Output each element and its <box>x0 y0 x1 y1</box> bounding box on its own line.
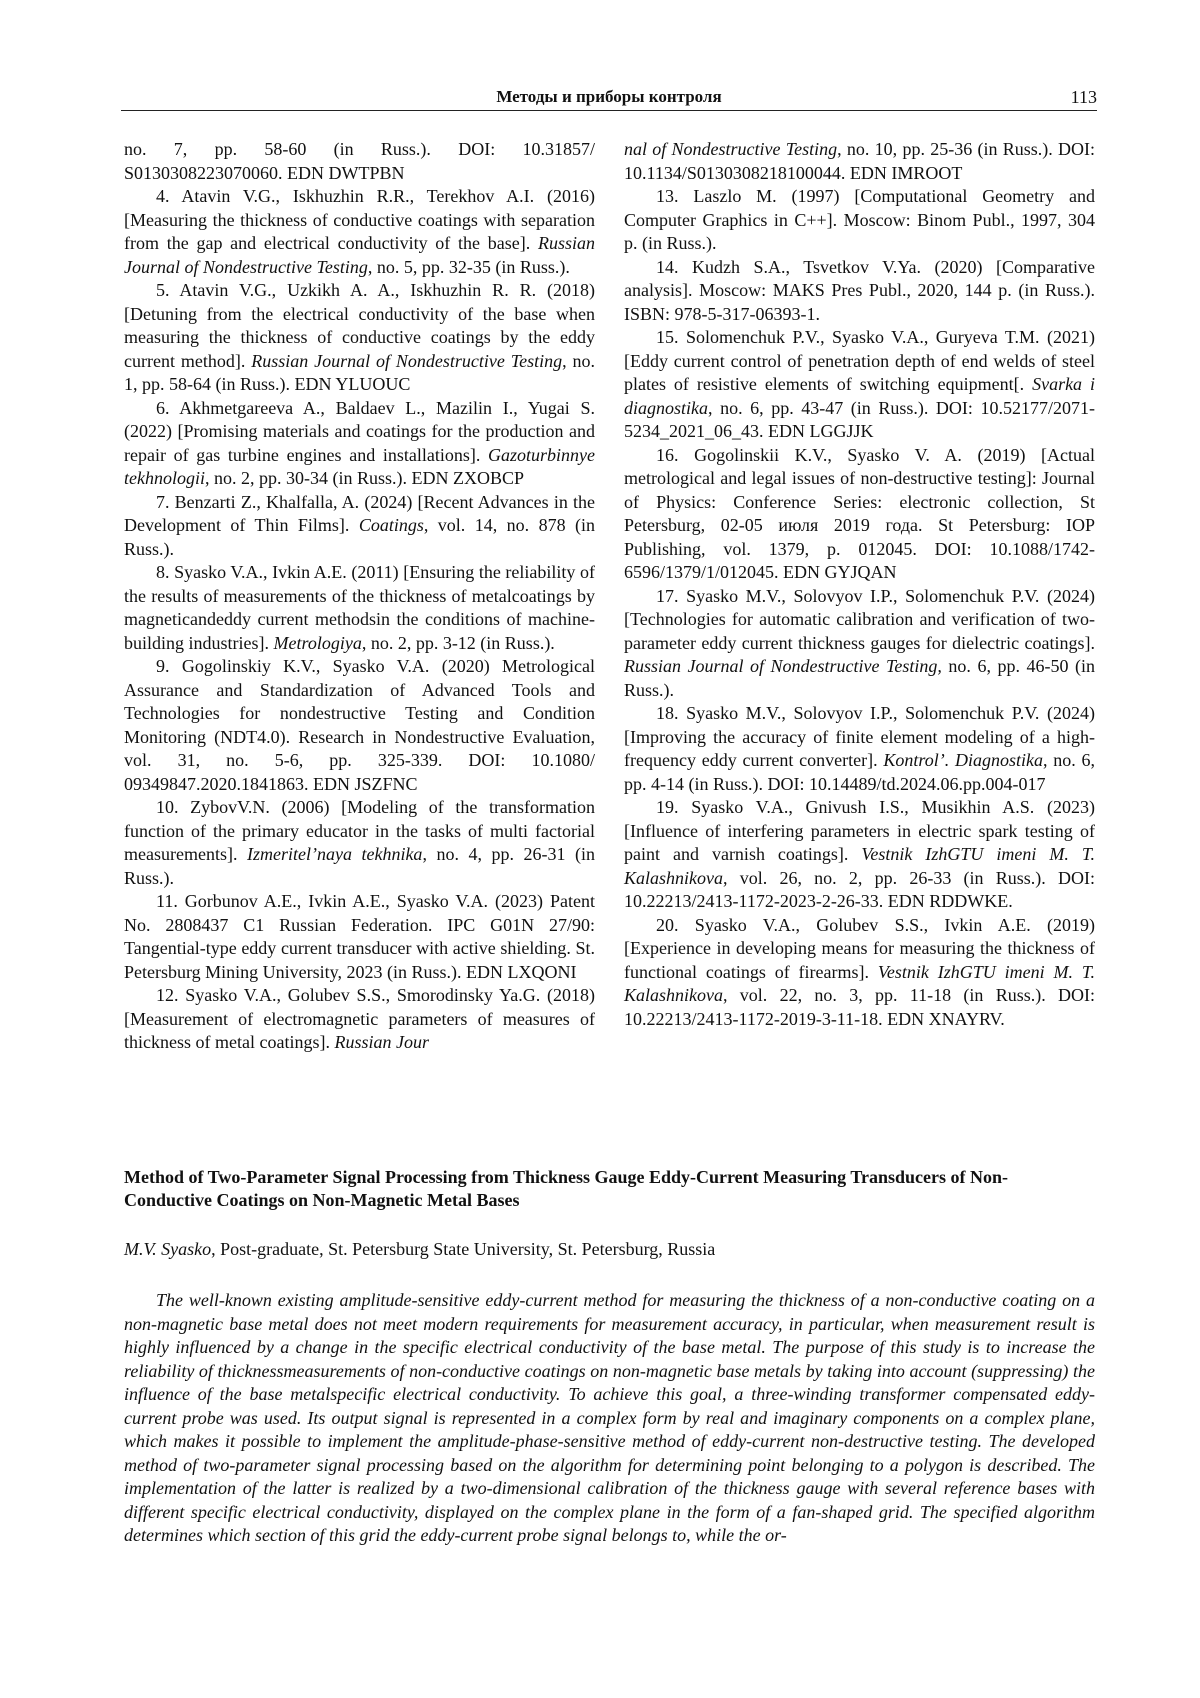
reference-text: 14. Kudzh S.A., Tsvetkov V.Ya. (2020) [Comparative analysis]. Moscow: MAKS Pres Publ., 2020, 144 p. (in Russ.). ISBN: 978-5-317-06393-1. <box>624 256 1095 324</box>
reference-source-title: Gazoturbinnye tekhnologii <box>124 444 595 488</box>
reference-source-title: Vestnik IzhGTU imeni M. T. Kalashnikova <box>624 961 1096 1005</box>
reference-text: 20. Syasko V.A., Golubev S.S., Ivkin A.E. (2019) [Experience in developing means for measuring the thickness of functional coatings of firearms]. <box>624 914 1095 982</box>
reference-text: 12. Syasko V.A., Golubev S.S., Smorodinsky Ya.G. (2018) [Measurement of electromagnetic parameters of measures of thickness of metal coatings]. <box>124 985 595 1052</box>
author-name: M.V. Syasko <box>124 1239 212 1259</box>
references-left-column <box>124 138 595 1055</box>
reference-text: no. 6, pp. 46-50 (in Russ.). <box>624 656 1095 700</box>
abstract-text: The well-known existing amplitude-sensitive eddy-current method for measuring the thickness of a non-conductive coating on a non-magnetic base metal does not meet modern requirements for measurement accuracy, in particular, when measurement result is highly influenced by a change in the specific electrical conductivity of the base metal. The purpose of this study is to increase the reliability of thicknessmeasurements of non-conductive coatings on non-magnetic base metals by taking into account (suppressing) the influence of the base metalspecific electrical conductivity. To achieve this goal, a three-winding transformer compensated eddy-current probe was used. Its output signal is represented in a complex form by real and imaginary components on a complex plane, which makes it possible to implement the amplitude-phase-sensitive method of eddy-current non-destructive testing. The developed method of two-parameter signal processing based on the algorithm for determining point belonging to a polygon is described. The implementation of the latter is realized by a two-dimensional calibration of the thickness gauge with several reference bases with different specific electrical conductivity, displayed on the complex plane in the form of a fan-shaped grid. The specified algorithm determines which section of this grid the eddy-current probe signal belongs to, while the or- <box>124 1290 1095 1545</box>
reference-text: , no. 2, pp. 30-34 (in Russ.). EDN ZXOBCP <box>204 468 524 488</box>
reference-text: , no. 6, pp. 4-14 (in Russ.). DOI: 10.14489/td.2024.06.pp.004-017 <box>624 750 1095 794</box>
reference-entry <box>624 256 1095 327</box>
reference-source-title: Russian Journal of Nondestructive Testing <box>124 233 595 277</box>
reference-entry <box>624 585 1095 703</box>
reference-entry <box>624 702 1095 796</box>
reference-entry <box>624 914 1095 1032</box>
reference-continuation <box>624 138 1095 185</box>
reference-text: no. 7, pp. 58-60 (in Russ.). DOI: 10.31857/ S0130308223070060. EDN DWTPBN <box>124 139 595 183</box>
reference-source-title: Russian Jour <box>334 1032 429 1052</box>
reference-text: , vol. 14, no. 878 (in Russ.). <box>124 515 595 559</box>
reference-text: 16. Gogolinskii K.V., Syasko V. A. (2019) [Actual metrological and legal issues of non-destructive testing]: Journal of Physics: Conference Series: electronic collection, St Petersburg, 02-05 июля 2019 года. St Petersburg: IOP Publishing, vol. 1379, p. 012045. DOI: 10.1088/1742-6596/1379/1/012045. EDN GYJQAN <box>624 444 1095 582</box>
reference-source-title: Vestnik IzhGTU imeni M. T. Kalashnikova <box>624 844 1096 888</box>
reference-text: 8. Syasko V.A., Ivkin A.E. (2011) [Ensuring the reliability of the results of measurements of the thickness of metalcoatings by magneticandeddy current methodsin the conditions of machine-building industries]. <box>124 562 595 653</box>
reference-text: 18. Syasko M.V., Solovyov I.P., Solomenchuk P.V. (2024) [Improving the accuracy of finite element modeling of a high-frequency eddy current converter]. <box>624 703 1095 770</box>
article-title: Method of Two-Parameter Signal Processing from Thickness Gauge Eddy-Current Measuring Transducers of Non-Conductive Coatings on Non-Magnetic Metal Bases <box>124 1167 1008 1210</box>
reference-entry <box>124 397 595 491</box>
reference-entry <box>124 561 595 655</box>
reference-entry <box>624 444 1095 585</box>
reference-text: , vol. 26, no. 2, pp. 26-33 (in Russ.). DOI: 10.22213/2413-1172-2023-2-26-33. EDN RDDWKE. <box>624 867 1095 911</box>
reference-entry <box>124 279 595 397</box>
reference-text: , no. 6, pp. 43-47 (in Russ.). DOI: 10.52177/2071-5234_2021_06_43. EDN LGGJJK <box>624 397 1095 441</box>
page-number: 113 <box>1070 87 1097 107</box>
references-right-column <box>624 138 1095 1031</box>
reference-text: 11. Gorbunov A.E., Ivkin A.E., Syasko V.A. (2023) Patent No. 2808437 C1 Russian Federation. IPC G01N 27/90: Tangential-type eddy current transducer with active shielding. St. Petersburg Mining University, 2023 (in Russ.). EDN LXQONI <box>124 891 595 982</box>
reference-source-title: Coatings <box>358 515 424 535</box>
journal-section-title: Методы и приборы контроля <box>496 87 722 106</box>
reference-entry <box>124 984 595 1055</box>
reference-source-title: Russian Journal of Nondestructive Testing <box>251 350 563 371</box>
reference-text: , vol. 22, no. 3, pp. 11-18 (in Russ.). DOI: 10.22213/2413-1172-2019-3-11-18. EDN XNAYRV. <box>624 985 1095 1029</box>
reference-entry <box>124 796 595 890</box>
reference-text: 6. Akhmetgareeva A., Baldaev L., Mazilin I., Yugai S. (2022) [Promising materials and coatings for the production and repair of gas turbine engines and installations]. <box>124 397 595 465</box>
reference-entry <box>124 185 595 279</box>
reference-entry <box>624 326 1095 444</box>
reference-source-title: Metrologiya <box>273 632 362 653</box>
reference-text: , no. 10, pp. 25-36 (in Russ.). DOI: 10.1134/S0130308218100044. EDN IMROOT <box>624 139 1095 183</box>
reference-text: 7. Benzarti Z., Khalfalla, A. (2024) [Recent Advances in the Development of Thin Films]. <box>124 491 595 535</box>
reference-source-title: Svarka i diagnostika <box>624 374 1096 418</box>
reference-text: 5. Atavin V.G., Uzkikh A. A., Iskhuzhin R. R. (2018) [Detuning from the electrical conductivity of the base when measuring the thickness of conductive coatings by the eddy current method]. <box>124 280 595 371</box>
reference-text: , no. 2, pp. 3-12 (in Russ.). <box>361 632 555 653</box>
reference-text: 13. Laszlo M. (1997) [Computational Geometry and Computer Graphics in C++]. Moscow: Binom Publ., 1997, 304 p. (in Russ.). <box>624 186 1095 253</box>
reference-text: 15. Solomenchuk P.V., Syasko V.A., Guryeva T.M. (2021) [Eddy current control of penetration depth of end welds of steel plates of resistive elements of switching equipment[. <box>624 327 1095 394</box>
reference-text: 9. Gogolinskiy K.V., Syasko V.A. (2020) Metrological Assurance and Standardization of Advanced Tools and Technologies for nondestructive Testing and Condition Monitoring (NDT4.0). Research in Nondestructive Evaluation, vol. 31, no. 5-6, pp. 325-339. DOI: 10.1080/ 09349847.2020.1841863. EDN JSZFNC <box>124 656 595 794</box>
reference-entry <box>624 185 1095 256</box>
reference-text: 17. Syasko M.V., Solovyov I.P., Solomenchuk P.V. (2024) [Technologies for automatic calibration and verification of two-parameter eddy current thickness gauges for dielectric coatings]. <box>624 585 1095 653</box>
reference-text: 10. ZybovV.N. (2006) [Modeling of the transformation function of the primary educator in the tasks of multi factorial measurements]. <box>124 797 595 864</box>
author-affiliation: , Post-graduate, St. Petersburg State University, St. Petersburg, Russia <box>211 1239 716 1259</box>
reference-text: , no. 4, pp. 26-31 (in Russ.). <box>124 844 595 888</box>
reference-text: 4. Atavin V.G., Iskhuzhin R.R., Terekhov A.I. (2016) [Measuring the thickness of conductive coatings with separation from the gap and electrical conductivity of the base]. <box>124 186 595 253</box>
reference-source-title: Izmeritel’naya tekhnika <box>246 844 423 864</box>
reference-source-title: nal of Nondestructive Testing <box>624 139 838 159</box>
reference-text: , no. 1, pp. 58-64 (in Russ.). EDN YLUOUC <box>124 350 596 394</box>
reference-source-title: Russian Journal of Nondestructive Testing, <box>624 656 942 676</box>
reference-entry <box>624 796 1095 914</box>
reference-entry <box>124 655 595 796</box>
reference-source-title: Kontrol’. Diagnostika <box>883 750 1043 770</box>
reference-text: , no. 5, pp. 32-35 (in Russ.). <box>367 256 570 277</box>
author-line <box>124 1238 1084 1261</box>
reference-text: 19. Syasko V.A., Gnivush I.S., Musikhin A.S. (2023) [Influence of interfering parameters in electric spark testing of paint and varnish coatings]. <box>624 797 1095 864</box>
reference-entry <box>124 890 595 984</box>
running-header <box>121 86 1097 111</box>
reference-continuation <box>124 138 595 185</box>
reference-entry <box>124 491 595 562</box>
